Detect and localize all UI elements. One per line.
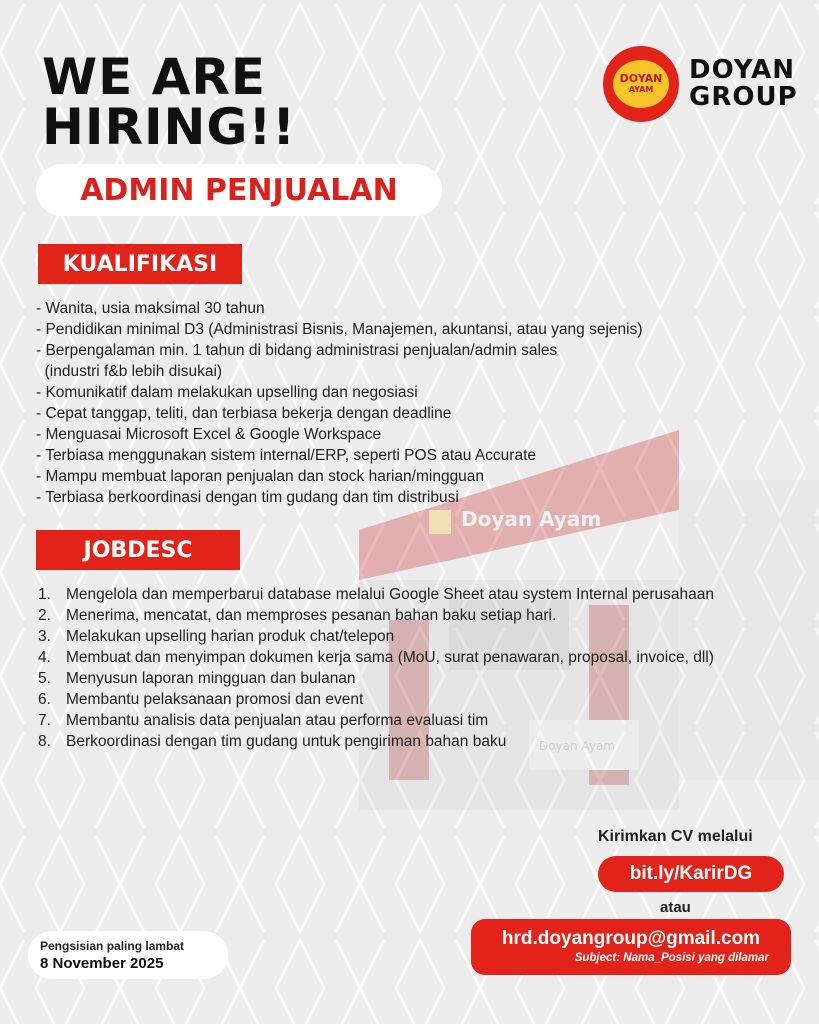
jobdesc-heading: JOBDESC	[36, 530, 240, 570]
item-text: Membantu pelaksanaan promosi dan event	[66, 691, 364, 708]
list-item: (industri f&b lebih disukai)	[36, 363, 223, 380]
headline-line-2: HIRING!!	[42, 98, 297, 156]
badge-top-text: DOYAN	[619, 72, 663, 85]
list-item	[36, 647, 736, 668]
item-number: 1.	[38, 586, 51, 603]
list-item	[36, 605, 736, 626]
list-item: - Terbiasa menggunakan sistem internal/ERP, seperti POS atau Accurate	[36, 447, 537, 464]
hiring-headline	[42, 48, 297, 156]
item-number: 5.	[38, 670, 51, 687]
item-number: 8.	[38, 733, 51, 750]
list-item: - Mampu membuat laporan penjualan dan stock harian/mingguan	[36, 468, 485, 485]
list-item	[36, 584, 736, 605]
brand-line-2: GROUP	[689, 82, 798, 112]
item-text: Melakukan upselling harian produk chat/telepon	[66, 628, 395, 645]
list-item: - Cepat tanggap, teliti, dan terbiasa bekerja dengan deadline	[36, 405, 452, 422]
list-item: - Terbiasa berkoordinasi dengan tim gudang dan tim distribusi	[36, 489, 459, 506]
qualification-list	[36, 298, 643, 508]
item-number: 4.	[38, 649, 51, 666]
list-item	[36, 668, 736, 689]
item-text: Berkoordinasi dengan tim gudang untuk pengiriman bahan baku	[66, 733, 507, 750]
list-item: - Pendidikan minimal D3 (Administrasi Bisnis, Manajemen, akuntansi, atau yang sejenis)	[36, 321, 643, 338]
or-label: atau	[660, 899, 691, 916]
email-contact[interactable]	[471, 919, 791, 975]
deadline-label: Pengsisian paling lambat	[40, 938, 185, 953]
item-text: Membuat dan menyimpan dokumen kerja sama (MoU, surat penawaran, proposal, invoice, dll)	[66, 649, 714, 666]
career-link[interactable]: bit.ly/KarirDG	[598, 856, 784, 892]
item-number: 3.	[38, 628, 51, 645]
store-sign-text: Doyan Ayam	[461, 507, 602, 531]
list-item: - Menguasai Microsoft Excel & Google Workspace	[36, 426, 382, 443]
headline-line-1: WE ARE	[42, 48, 267, 106]
brand-name	[689, 57, 798, 111]
email-subject-hint: Subject: Nama_Posisi yang dilamar	[574, 952, 769, 964]
item-text: Menyusun laporan mingguan dan bulanan	[66, 670, 356, 687]
badge-bottom-text: AYAM	[628, 85, 654, 94]
kualifikasi-heading: KUALIFIKASI	[38, 244, 242, 284]
email-address[interactable]: hrd.doyangroup@gmail.com	[501, 928, 761, 949]
list-item	[36, 689, 736, 710]
item-text: Menerima, mencatat, dan memproses pesanan bahan baku setiap hari.	[66, 607, 557, 624]
item-number: 6.	[38, 691, 51, 708]
list-item: - Berpengalaman min. 1 tahun di bidang administrasi penjualan/admin sales	[36, 342, 558, 359]
list-item: - Komunikatif dalam melakukan upselling dan negosiasi	[36, 384, 418, 401]
item-number: 7.	[38, 712, 51, 729]
list-item	[36, 626, 736, 647]
list-item: - Wanita, usia maksimal 30 tahun	[36, 300, 265, 317]
item-text: Membantu analisis data penjualan atau performa evaluasi tim	[66, 712, 489, 729]
badge-inner	[613, 60, 669, 108]
company-logo	[603, 46, 798, 122]
list-item	[36, 710, 736, 731]
position-title: ADMIN PENJUALAN	[36, 164, 442, 216]
brand-line-1: DOYAN	[689, 55, 795, 85]
item-number: 2.	[38, 607, 51, 624]
send-cv-label: Kirimkan CV melalui	[598, 828, 753, 845]
jobdesc-list	[36, 584, 736, 752]
doyan-ayam-badge-icon	[603, 46, 679, 122]
item-text: Mengelola dan memperbarui database melalui Google Sheet atau system Internal perusahaan	[66, 586, 714, 603]
list-item	[36, 731, 736, 752]
deadline-badge	[28, 931, 228, 979]
deadline-date: 8 November 2025	[40, 954, 164, 972]
store-counter-text: Doyan Ayam	[539, 739, 615, 753]
